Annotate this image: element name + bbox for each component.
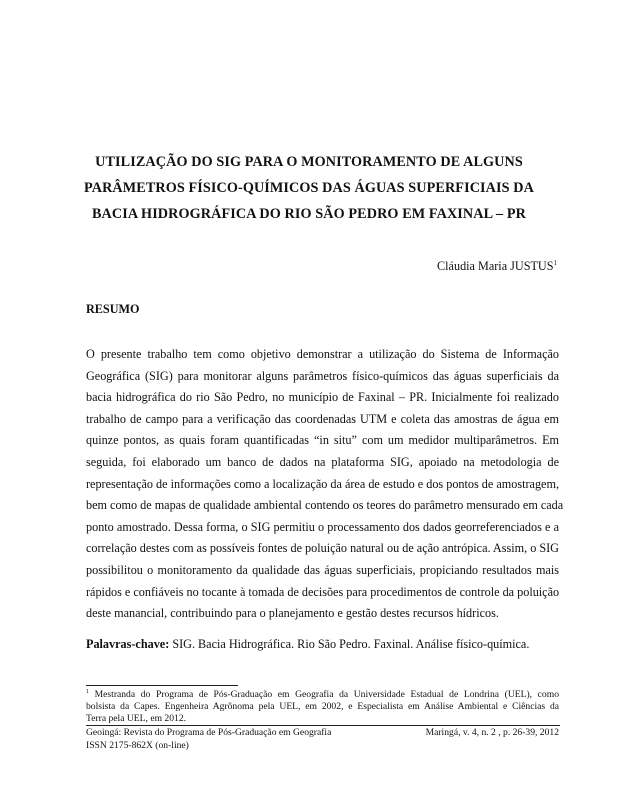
abstract-line: ponto amostrado. Dessa forma, o SIG permitiu o processamento dos dados georreferenciados e a [86, 519, 559, 534]
paper-title [70, 149, 548, 227]
abstract-line: Geográfica (SIG) para monitorar alguns parâmetros físico-químicos das águas superficiais da [86, 368, 559, 383]
abstract-line: bacia hidrográfica do rio São Pedro, no município de Faxinal – PR. Inicialmente foi realizado [86, 390, 559, 405]
title-line: BACIA HIDROGRÁFICA DO RIO SÃO PEDRO EM FAXINAL – PR [91, 206, 527, 222]
abstract-line: possibilitou o monitoramento da qualidade das águas superficiais, propiciando resultados mais [86, 562, 559, 577]
keywords [86, 637, 529, 652]
author-name: Cláudia Maria JUSTUS [437, 259, 554, 273]
abstract-body [86, 344, 564, 625]
footnote-divider [86, 685, 238, 686]
footer-divider [86, 725, 560, 726]
author-footnote-mark: 1 [553, 258, 557, 267]
abstract-line: O presente trabalho tem como objetivo demonstrar a utilização do Sistema de Informação [86, 347, 559, 361]
keywords-text: SIG. Bacia Hidrográfica. Rio São Pedro. Faxinal. Análise físico-química. [172, 637, 530, 651]
footnote [86, 689, 559, 725]
title-line: UTILIZAÇÃO DO SIG PARA O MONITORAMENTO DE ALGUNS [95, 154, 523, 170]
abstract-heading: RESUMO [86, 302, 140, 316]
abstract-line: seguida, foi elaborado um banco de dados na plataforma SIG, apoiado na metodologia de [86, 454, 559, 469]
footer-journal: Geoingá: Revista do Programa de Pós-Graduação em Geografia [86, 727, 332, 738]
footnote-line: bolsista da Capes. Engenheira Agrônoma pela UEL, em 2002, e Especialista em Análise Ambiental e Ciências da [86, 701, 559, 712]
author [437, 259, 557, 274]
abstract-line: trabalho de campo para a verificação das coordenadas UTM e coleta das amostras de água em [86, 411, 559, 426]
abstract-line: representação de informações como a localização da área de estudo e dos pontos de amostragem, [86, 476, 559, 491]
footnote-line [86, 689, 559, 701]
footnote-mark: 1 [86, 688, 89, 695]
footnote-line-text: Mestranda do Programa de Pós-Graduação em Geografia da Universidade Estadual de Londrina (UEL), como [94, 689, 559, 700]
title-line: PARÂMETROS FÍSICO-QUÍMICOS DAS ÁGUAS SUPERFICIAIS DA [84, 180, 534, 196]
keywords-label: Palavras-chave: [86, 637, 170, 651]
footer-left [86, 727, 331, 752]
footer-citation: Maringá, v. 4, n. 2 , p. 26-39, 2012 [425, 727, 559, 738]
abstract-line: quinze pontos, as quais foram quantificadas “in situ” com um medidor multiparâmetros. Em [86, 433, 559, 448]
abstract-line: rápidos e confiáveis no tocante à tomada de decisões para procedimentos de controle da poluição [86, 584, 560, 599]
abstract-line: bem como de mapas de qualidade ambiental contendo os teores do parâmetro mensurado em cada [86, 498, 564, 513]
abstract-line: deste manancial, contribuindo para o planejamento e gestão destes recursos hídricos. [86, 606, 499, 621]
abstract-line: correlação destes com as possíveis fontes de poluição natural ou de ação antrópica. Assim, o SIG [86, 541, 559, 556]
footnote-line: Terra pela UEL, em 2012. [86, 713, 187, 724]
footer-issn: ISSN 2175-862X (on-line) [86, 739, 189, 751]
